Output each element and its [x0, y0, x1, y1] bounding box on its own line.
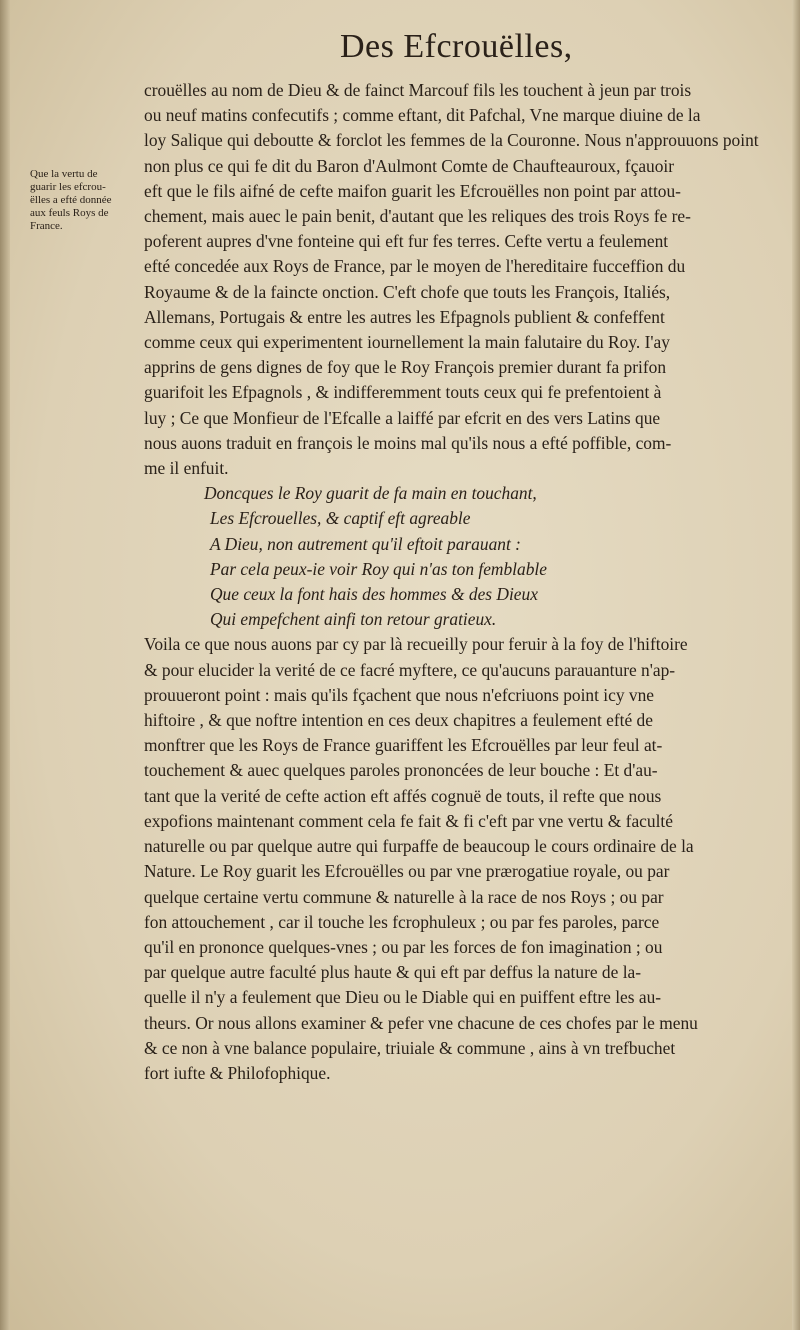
text-line: ou neuf matins confecutifs ; comme eftant, dit Pafchal, Vne marque diuine de la	[144, 105, 701, 126]
text-line: tant que la verité de cefte action eft affés cognuë de touts, il refte que nous	[144, 785, 662, 806]
running-head: Des Efcrouëlles,	[340, 28, 573, 65]
text-line: touchement & auec quelques paroles prononcées de leur bouche : Et d'au-	[144, 760, 658, 781]
text-line: par quelque autre faculté plus haute & qui eft par deffus la nature de la-	[144, 962, 642, 983]
body-text	[144, 78, 784, 1086]
verse-line: Les Efcrouelles, & captif eft agreable	[210, 508, 471, 529]
text-line: comme ceux qui experimentent iournellement la main falutaire du Roy. I'ay	[144, 332, 670, 353]
text-line: chement, mais auec le pain benit, d'autant que les reliques des trois Roys fe re-	[144, 206, 691, 227]
text-line: & ce non à vne balance populaire, triuiale & commune , ains à vn trefbuchet	[144, 1037, 676, 1058]
verse-block	[144, 481, 784, 632]
text-line: expofions maintenant comment cela fe fait & fi c'eft par vne vertu & faculté	[144, 810, 673, 831]
text-line: hiftoire , & que noftre intention en ces deux chapitres a feulement efté de	[144, 710, 653, 731]
text-line: fort iufte & Philofophique.	[144, 1062, 331, 1083]
text-line: quelle il n'y a feulement que Dieu ou le Diable qui en puiffent eftre les au-	[144, 987, 662, 1008]
verse-line: Qui empefchent ainfi ton retour gratieux.	[210, 609, 497, 630]
prose-block-1	[144, 78, 784, 481]
text-line: loy Salique qui deboutte & forclot les femmes de la Couronne. Nous n'approuuons point	[144, 130, 759, 151]
text-line: me il enfuit.	[144, 458, 229, 479]
text-line: poferent aupres d'vne fonteine qui eft fur fes terres. Cefte vertu a feulement	[144, 231, 669, 252]
text-line: Voila ce que nous auons par cy par là recueilly pour feruir à la foy de l'hiftoire	[144, 634, 688, 655]
text-line: quelque certaine vertu commune & naturelle à la race de nos Roys ; ou par	[144, 886, 664, 907]
text-line: apprins de gens dignes de foy que le Roy François premier durant fa prifon	[144, 357, 667, 378]
text-line: non plus ce qui fe dit du Baron d'Aulmont Comte de Chaufteauroux, fçauoir	[144, 155, 675, 176]
text-line: efté concedée aux Roys de France, par le moyen de l'hereditaire fucceffion du	[144, 256, 686, 277]
verse-line: A Dieu, non autrement qu'il eftoit parauant :	[210, 533, 521, 554]
text-line: theurs. Or nous allons examiner & pefer vne chacune de ces chofes par le menu	[144, 1012, 698, 1033]
text-line: nous auons traduit en françois le moins mal qu'ils nous a efté poffible, com-	[144, 432, 672, 453]
text-line: luy ; Ce que Monfieur de l'Efcalle a laiffé par efcrit en des vers Latins que	[144, 407, 661, 428]
verse-line: Que ceux la font hais des hommes & des Dieux	[210, 584, 538, 605]
text-line: Allemans, Portugais & entre les autres les Efpagnols publient & confeffent	[144, 306, 665, 327]
text-line: qu'il en prononce quelques-vnes ; ou par les forces de fon imagination ; ou	[144, 936, 663, 957]
page-left-edge	[0, 0, 10, 1330]
text-line: Royaume & de la faincte onction. C'eft chofe que touts les François, Italiés,	[144, 281, 671, 302]
text-line: & pour elucider la verité de ce facré myftere, ce qu'aucuns parauanture n'ap-	[144, 659, 676, 680]
prose-block-2	[144, 632, 784, 1086]
verse-line: Par cela peux-ie voir Roy qui n'as ton femblable	[210, 558, 547, 579]
text-line: monftrer que les Roys de France guariffent les Efcrouëlles par leur feul at-	[144, 735, 663, 756]
text-line: fon attouchement , car il touche les fcrophuleux ; ou par fes paroles, parce	[144, 911, 660, 932]
text-line: naturelle ou par quelque autre qui furpaffe de beaucoup le cours ordinaire de la	[144, 836, 694, 857]
margin-note: Que la vertu de guarir les efcrou- ëlles a efté donnée aux feuls Roys de France.	[30, 168, 112, 232]
text-line: crouëlles au nom de Dieu & de fainct Marcouf fils les touchent à jeun par trois	[144, 80, 692, 100]
text-line: eft que le fils aifné de cefte maifon guarit les Efcrouëlles non point par attou-	[144, 180, 681, 201]
text-line: prouueront point : mais qu'ils fçachent que nous n'efcriuons point icy vne	[144, 684, 655, 705]
text-line: Nature. Le Roy guarit les Efcrouëlles ou par vne prærogatiue royale, ou par	[144, 861, 670, 882]
page-right-edge	[792, 0, 800, 1330]
verse-line: Doncques le Roy guarit de fa main en touchant,	[204, 483, 537, 504]
text-line: guarifoit les Efpagnols , & indifferemment touts ceux qui fe prefentoient à	[144, 382, 662, 403]
